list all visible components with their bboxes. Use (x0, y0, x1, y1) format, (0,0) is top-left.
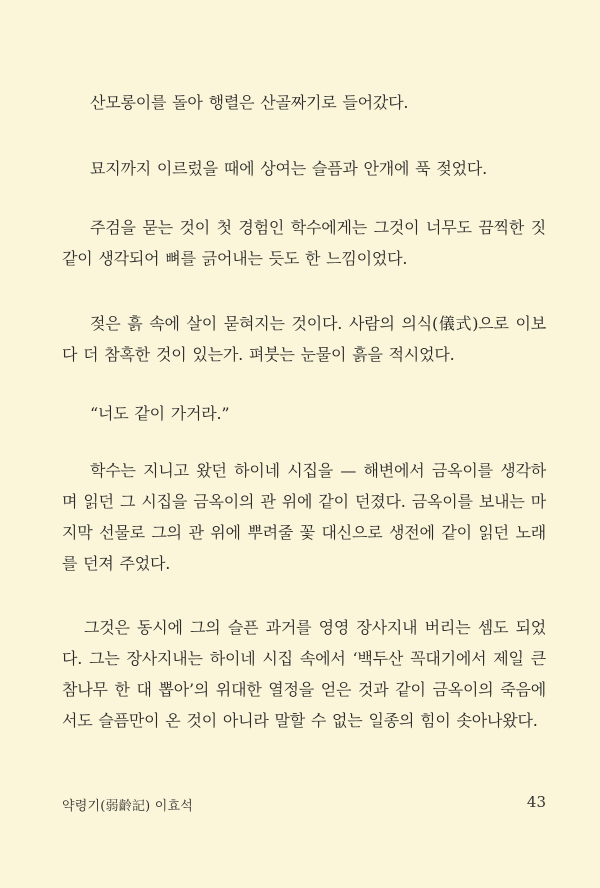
paragraph-5-dialogue: “너도 같이 가거라.” (90, 404, 230, 423)
running-title: 약령기(弱齡記) 이효석 (62, 799, 194, 814)
paragraph-4: 젖은 흙 속에 살이 묻혀지는 것이다. 사람의 의식(儀式)으로 이보다 더 참혹한 것이 있는가. 펴붓는 눈물이 흙을 적시었다. (62, 314, 546, 364)
page-footer (62, 795, 546, 817)
page-number: 43 (526, 793, 546, 811)
paragraph-7: 그것은 동시에 그의 슬픈 과거를 영영 장사지내 버리는 셈도 되었다. 그는 장사지내는 하이네 시집 속에서 ‘백두산 꼭대기에서 제일 큰 참나무 한 대 뽑아’의 위대한 열정을 얻은 것과 같이 금옥이의 죽음에서도 슬픔만이 온 것이 아니라 말할 수 없는 일종의 힘이 솟아나왔다. (62, 618, 546, 730)
paragraph-6: 학수는 지니고 왔던 하이네 시집을 — 해변에서 금옥이를 생각하며 읽던 그 시집을 금옥이의 관 위에 같이 던졌다. 금옥이를 보내는 마지막 선물로 그의 관 위에 뿌려줄 꽃 대신으로 생전에 같이 읽던 노래를 던져 주었다. (62, 461, 546, 573)
paragraph-2: 묘지까지 이르렀을 때에 상여는 슬픔과 안개에 푹 젖었다. (90, 159, 487, 178)
paragraph-1: 산모롱이를 돌아 행렬은 산골짜기로 들어갔다. (90, 93, 409, 112)
paragraph-3: 주검을 묻는 것이 첫 경험인 학수에게는 그것이 너무도 끔찍한 짓같이 생각되어 뼈를 긁어내는 듯도 한 느낌이었다. (62, 218, 546, 268)
